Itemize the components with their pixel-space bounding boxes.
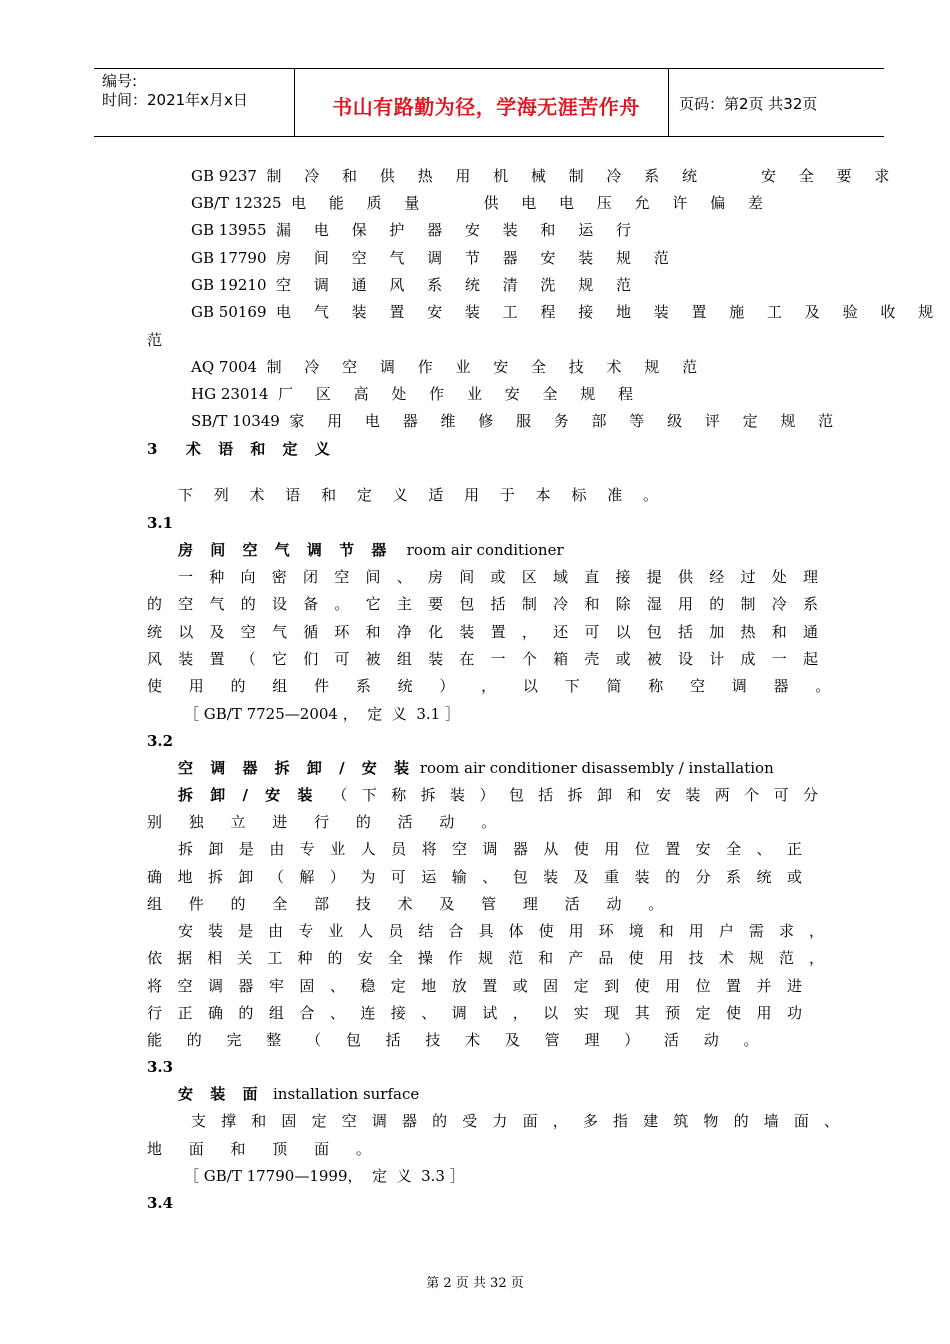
definition-line: 安 装 是 由 专 业 人 员 结 合 具 体 使 用 环 境 和 用 户 需 求 ，: [178, 922, 824, 940]
standard-title: 家 用 电 器 维 修 服 务 部 等 级 评 定 规 范: [289, 412, 843, 430]
standard-item: [191, 166, 898, 186]
standard-code: GB 13955: [191, 221, 267, 239]
standard-title: 范: [147, 331, 163, 349]
standard-code: GB 50169: [191, 303, 267, 321]
term-cn: 空 调 器 拆 卸 / 安 装: [178, 759, 416, 777]
standard-code: GB/T 12325: [191, 194, 282, 212]
definition-line: 组 件 的 全 部 技 术 及 管 理 活 动 。: [147, 895, 675, 913]
standard-title: 制 冷 和 供 热 用 机 械 制 冷 系 统 安 全 要 求: [266, 167, 899, 185]
term-cn: 安 装 面: [178, 1085, 264, 1103]
standard-item: [191, 220, 640, 240]
standard-item-continued: [147, 330, 162, 350]
standard-item: [191, 193, 772, 213]
definition-line: [178, 785, 818, 805]
definition-line: 地 面 和 顶 面 。: [147, 1140, 382, 1158]
standard-item: [191, 384, 642, 404]
term-en: room air conditioner disassembly / installation: [419, 759, 774, 777]
standard-title: 空 调 通 风 系 统 清 洗 规 范: [276, 276, 640, 294]
term-line: [178, 1084, 419, 1104]
definition-line: 一 种 向 密 闭 空 间 、 房 间 或 区 域 直 接 提 供 经 过 处 理: [178, 568, 818, 586]
reference: ［ GB/T 7725—2004 ， 定 义 3.1 ］: [184, 705, 460, 723]
time-label: 时间：2021年x月x日: [102, 91, 248, 109]
section-intro: 下 列 术 语 和 定 义 适 用 于 本 标 准 。: [178, 486, 666, 504]
term-lead: 拆 卸 / 安 装: [178, 786, 319, 804]
term-cn: 房 间 空 气 调 节 器: [178, 541, 393, 559]
standard-code: GB 17790: [191, 249, 267, 267]
standard-code: AQ 7004: [191, 358, 258, 376]
definition-line: 别 独 立 进 行 的 活 动 。: [147, 813, 508, 831]
definition-line: 依 据 相 关 工 种 的 安 全 操 作 规 范 和 产 品 使 用 技 术 规 范 ，: [147, 949, 824, 967]
header-page-label: 页码：第2页 共32页: [679, 95, 818, 113]
standard-code: SB/T 10349: [191, 412, 280, 430]
clause-number: 3.3: [147, 1058, 174, 1076]
standard-code: GB 9237: [191, 167, 257, 185]
header-motto: 书山有路勤为径，学海无涯苦作舟: [332, 95, 640, 119]
standard-title: 厂 区 高 处 作 业 安 全 规 程: [278, 385, 643, 403]
clause-number: 3.4: [147, 1194, 174, 1212]
section-heading: 3 术 语 和 定 义: [147, 440, 336, 458]
standard-code: HG 23014: [191, 385, 269, 403]
standard-item: [191, 275, 640, 295]
term-line: [178, 540, 564, 560]
header-meta: [102, 72, 248, 110]
definition-line: 将 空 调 器 牢 固 、 稳 定 地 放 置 或 固 定 到 使 用 位 置 并 进: [147, 977, 802, 995]
definition-line: 确 地 拆 卸 （ 解 ） 为 可 运 输 、 包 装 及 重 装 的 分 系 统 或: [147, 868, 802, 886]
standard-title: 电 气 装 置 安 装 工 程 接 地 装 置 施 工 及 验 收 规: [276, 303, 943, 321]
standard-item: [191, 411, 842, 431]
definition-line: 使 用 的 组 件 系 统 ） ， 以 下 简 称 空 调 器 。: [147, 677, 842, 695]
definition-line: 统 以 及 空 气 循 环 和 净 化 装 置 ， 还 可 以 包 括 加 热 和 通: [147, 623, 818, 641]
term-en: room air conditioner: [406, 541, 564, 559]
reference: ［ GB/T 17790—1999， 定 义 3.3 ］: [184, 1167, 465, 1185]
serial-label: 编号:: [102, 72, 138, 90]
definition-line: 行 正 确 的 组 合 、 连 接 、 调 试 ， 以 实 现 其 预 定 使 用 功: [147, 1004, 802, 1022]
definition-line: 拆 卸 是 由 专 业 人 员 将 空 调 器 从 使 用 位 置 安 全 、 正: [178, 840, 802, 858]
standard-title: 房 间 空 气 调 节 器 安 装 规 范: [276, 249, 678, 267]
header-divider: [668, 69, 669, 136]
definition-line: 的 空 气 的 设 备 。 它 主 要 包 括 制 冷 和 除 湿 用 的 制 冷 系: [147, 595, 818, 613]
header-divider: [294, 69, 295, 136]
clause-number: 3.1: [147, 514, 174, 532]
standard-item: [191, 248, 678, 268]
standard-code: GB 19210: [191, 276, 267, 294]
standard-item: [191, 357, 706, 377]
clause-number: 3.2: [147, 732, 174, 750]
standard-title: 电 能 质 量 供 电 电 压 允 许 偏 差: [291, 194, 772, 212]
standard-title: 制 冷 空 调 作 业 安 全 技 术 规 范: [266, 358, 707, 376]
term-en: installation surface: [273, 1085, 420, 1103]
standard-title: 漏 电 保 护 器 安 装 和 运 行: [276, 221, 640, 239]
definition-line: 能 的 完 整 （ 包 括 技 术 及 管 理 ） 活 动 。: [147, 1031, 769, 1049]
definition-text: （ 下 称 拆 装 ） 包 括 拆 卸 和 安 装 两 个 可 分: [332, 786, 818, 804]
definition-line: 支 撑 和 固 定 空 调 器 的 受 力 面 ， 多 指 建 筑 物 的 墙 面 、: [191, 1112, 839, 1130]
page-footer: 第 2 页 共 32 页: [426, 1276, 524, 1291]
standard-item: [191, 302, 942, 322]
definition-line: 风 装 置 （ 它 们 可 被 组 装 在 一 个 箱 壳 或 被 设 计 成 一 起: [147, 650, 818, 668]
page-header: [94, 68, 884, 137]
term-line: [178, 758, 774, 778]
